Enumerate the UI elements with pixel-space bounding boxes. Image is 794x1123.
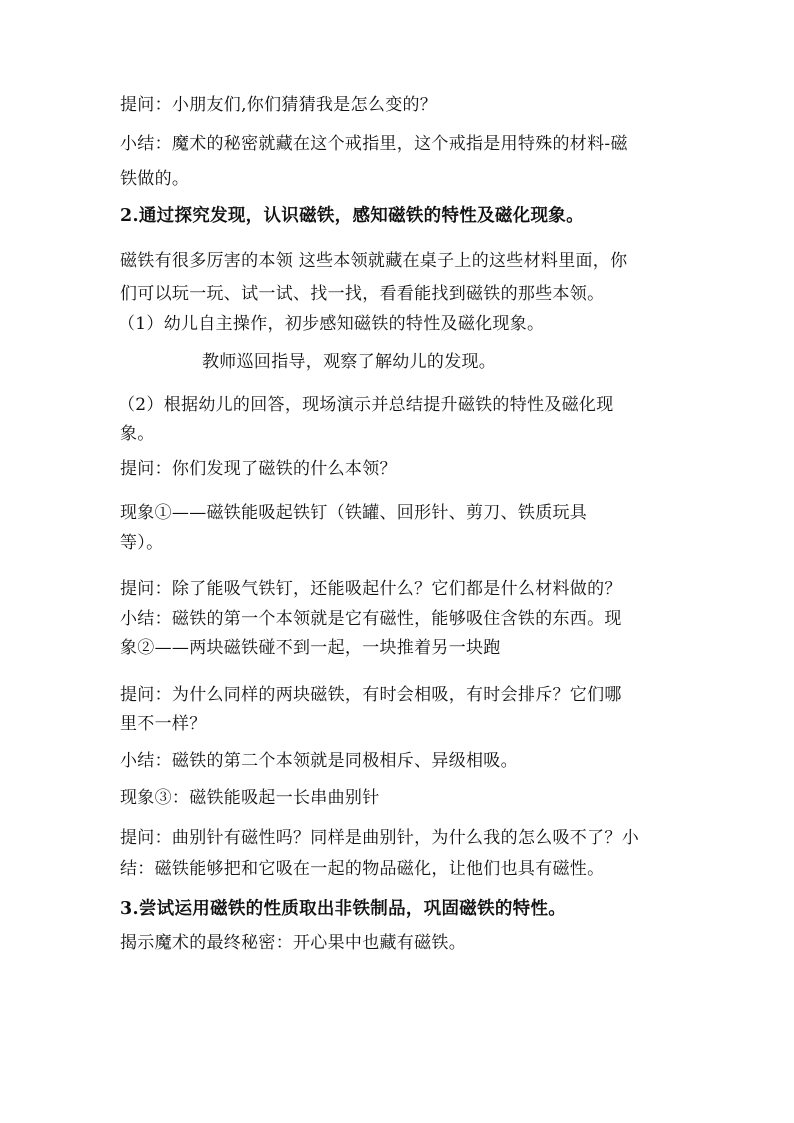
- text-line-intro: 磁铁有很多厉害的本领 这些本领就藏在桌子上的这些材料里面，你: [120, 251, 628, 271]
- text-line-summary-3: 小结：磁铁的第二个本领就是同极相斥、异级相吸。: [120, 751, 518, 771]
- text-line-step-1: （1）幼儿自主操作，初步感知磁铁的特性及磁化现象。: [118, 314, 545, 334]
- text-line-step-2-cont: 象。: [120, 424, 155, 444]
- text-line-teacher-guidance: 教师巡回指导，观察了解幼儿的发现。: [202, 352, 497, 372]
- text-line-phenomenon-2: 象②——两块磁铁碰不到一起，一块推着另一块跑: [120, 638, 501, 658]
- text-line-phenomenon-3: 现象③：磁铁能吸起一长串曲别针: [120, 788, 380, 808]
- text-line-question-4-cont: 里不一样？: [120, 714, 207, 734]
- text-line-intro-cont: 们可以玩一玩、试一试、找一找，看看能找到磁铁的那些本领。: [120, 284, 605, 304]
- text-line-question-5: 提问：曲别针有磁性吗？同样是曲别针，为什么我的怎么吸不了？小: [120, 828, 639, 848]
- text-line-summary-4: 结：磁铁能够把和它吸在一起的物品磁化，让他们也具有磁性。: [120, 859, 605, 879]
- section-heading-2: 2.通过探究发现，认识磁铁，感知磁铁的特性及磁化现象。: [120, 206, 584, 226]
- text-line-summary-1-cont: 铁做的。: [120, 169, 190, 189]
- text-line-question-2: 提问：你们发现了磁铁的什么本领？: [120, 459, 397, 479]
- text-line-summary-2: 小结：磁铁的第一个本领就是它有磁性，能够吸住含铁的东西。现: [120, 609, 622, 629]
- text-line-phenomenon-1-cont: 等）。: [120, 533, 164, 553]
- text-line-phenomenon-1: 现象①——磁铁能吸起铁钉（铁罐、回形针、剪刀、铁质玩具: [120, 503, 588, 523]
- text-line-summary-1: 小结：魔术的秘密就藏在这个戒指里，这个戒指是用特殊的材料-磁: [120, 134, 628, 154]
- text-line-question-1: 提问：小朋友们,你们猜猜我是怎么变的？: [120, 95, 438, 115]
- text-line-question-4: 提问：为什么同样的两块磁铁，有时会相吸，有时会排斥？它们哪: [120, 685, 622, 705]
- text-line-reveal: 揭示魔术的最终秘密：开心果中也藏有磁铁。: [120, 933, 466, 953]
- text-line-step-2: （2）根据幼儿的回答，现场演示并总结提升磁铁的特性及磁化现: [118, 395, 614, 415]
- section-heading-3: 3.尝试运用磁铁的性质取出非铁制品，巩固磁铁的特性。: [120, 899, 567, 919]
- text-line-question-3: 提问：除了能吸气铁钉，还能吸起什么？它们都是什么材料做的？: [120, 579, 622, 599]
